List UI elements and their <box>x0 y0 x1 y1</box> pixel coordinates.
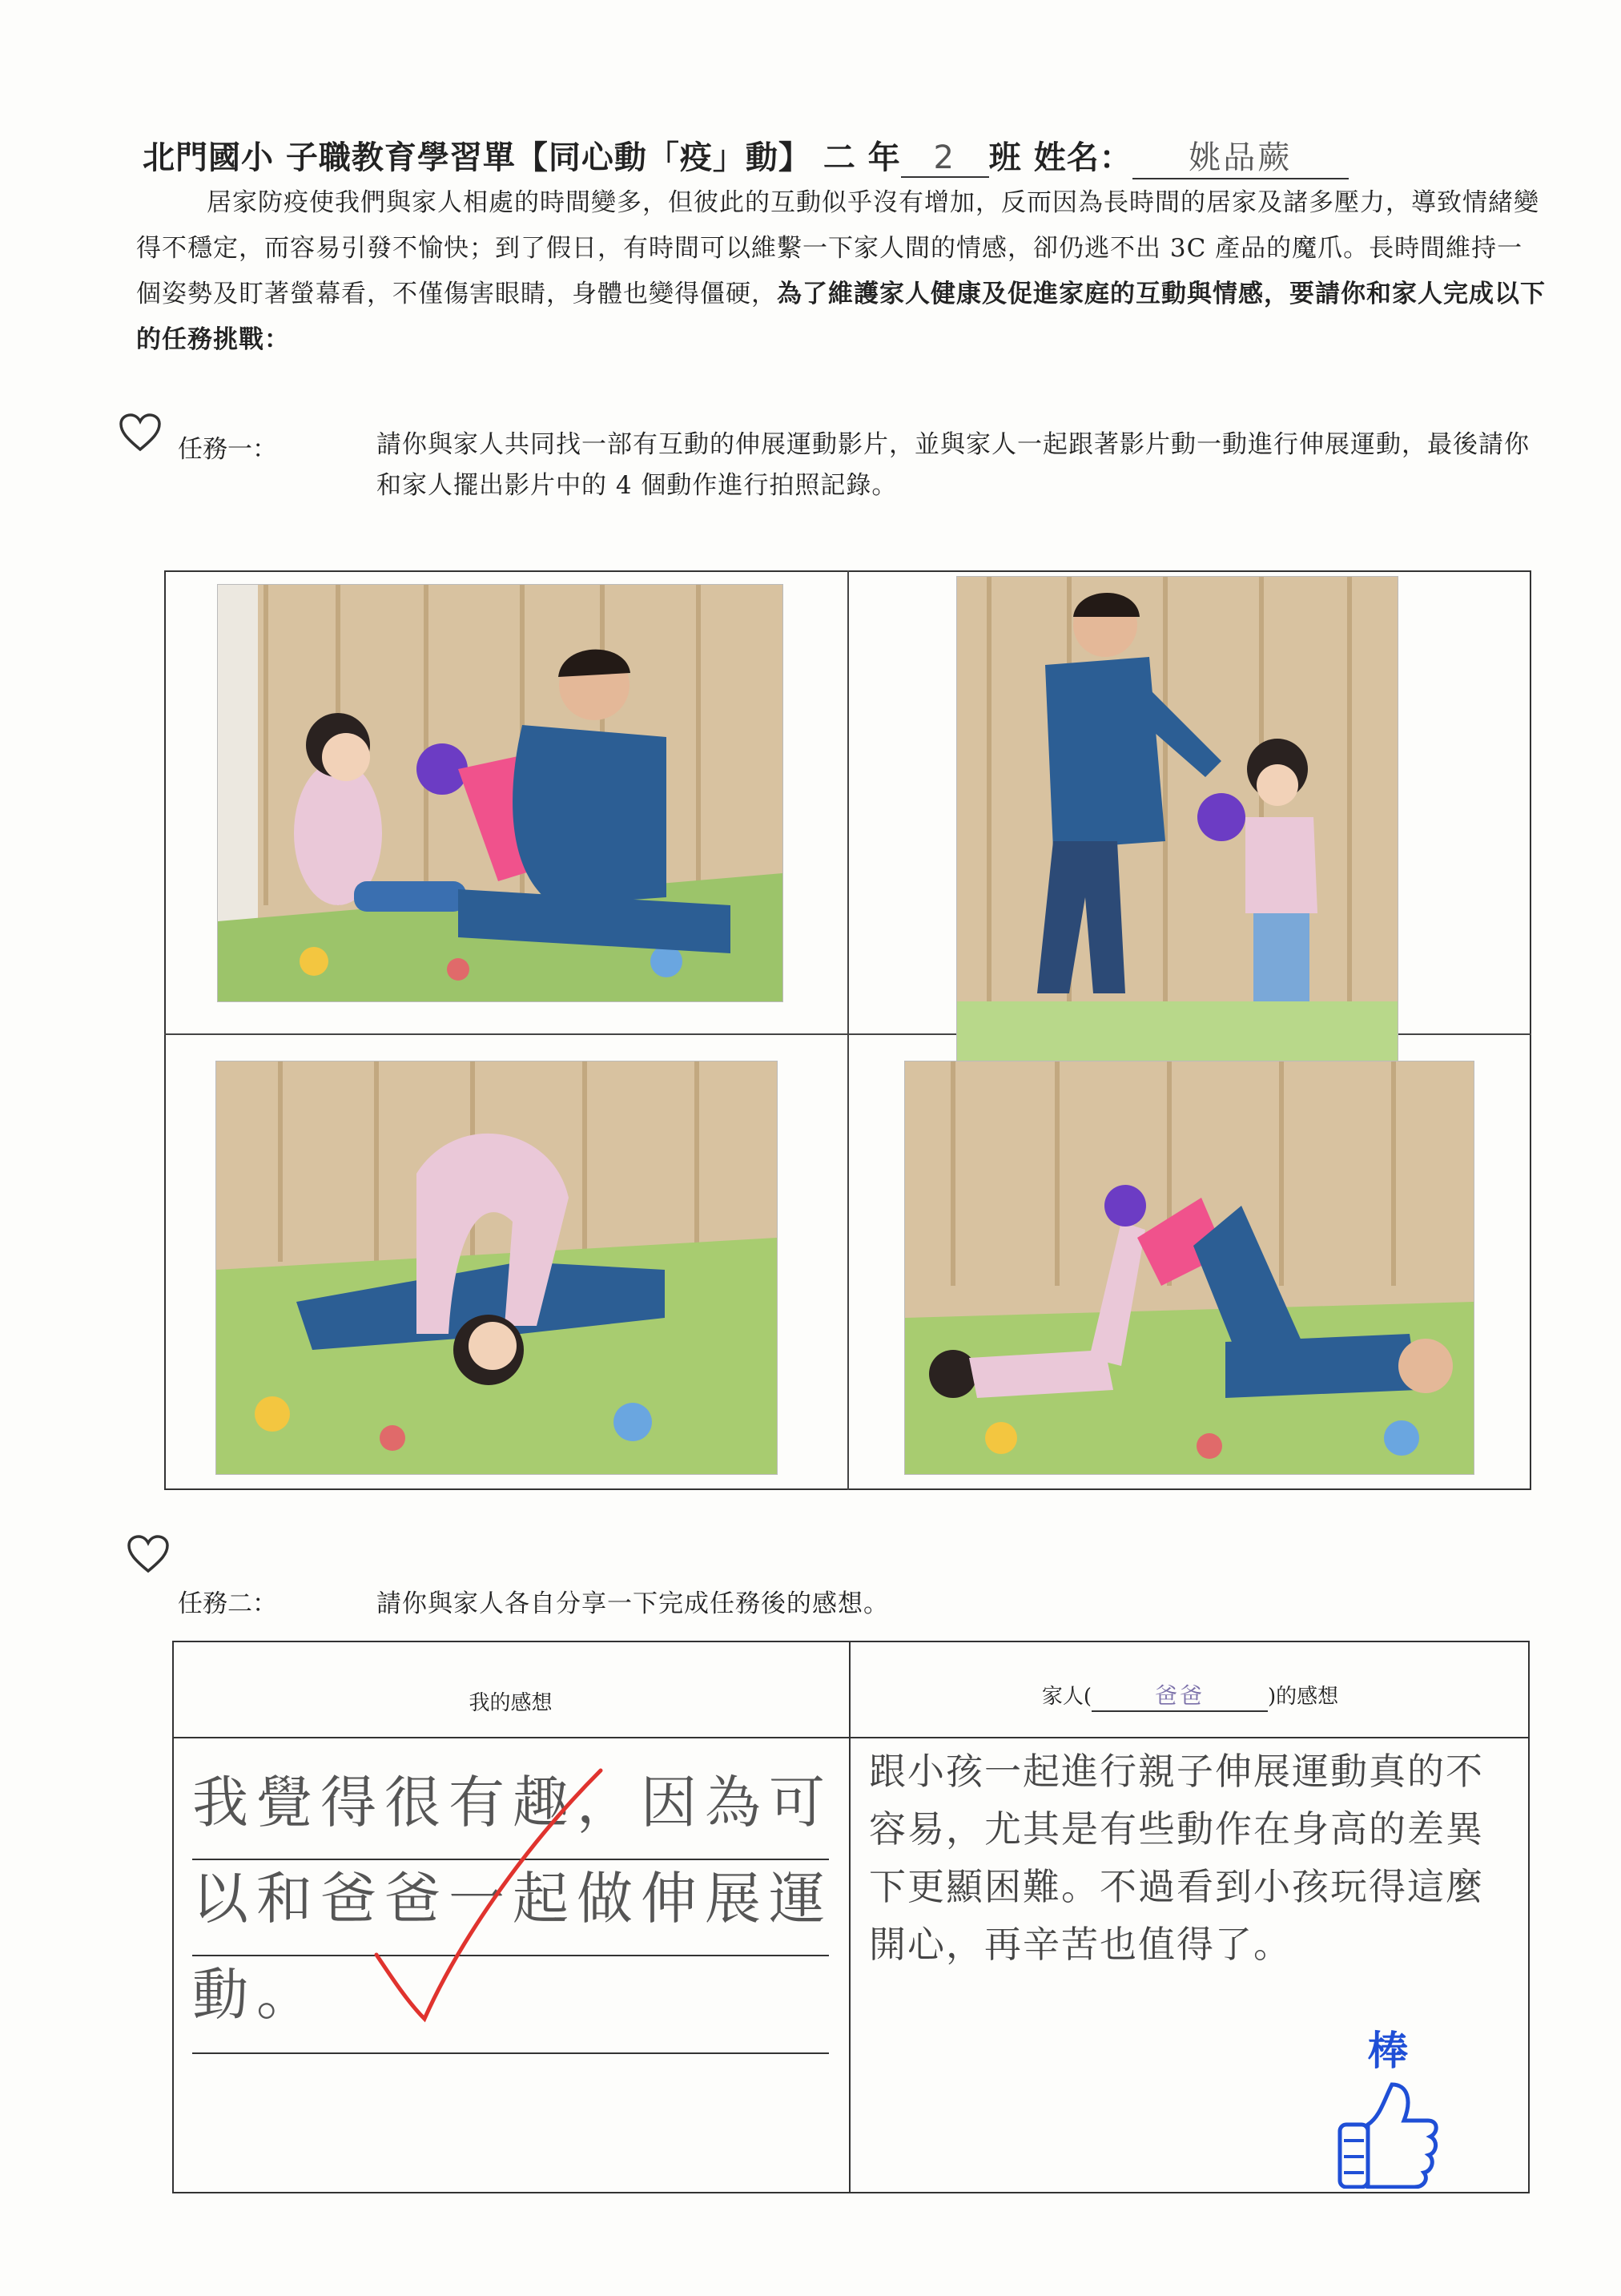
task2-label: 任務二： <box>178 1589 277 1618</box>
family-member-field: 爸爸 <box>1092 1678 1268 1712</box>
task1-label: 任務一： <box>178 435 277 464</box>
task2-instructions: 請你與家人各自分享一下完成任務後的感想。 <box>376 1589 889 1618</box>
task1-instructions: 請你與家人共同找一部有互動的伸展運動影片，並與家人一起跟著影片動一動進行伸展運動，最後請你和家人擺出影片中的 4 個動作進行拍照記錄。 <box>376 430 1530 500</box>
title-prefix: 北門國小 子職教育學習單【同心動「疫」動】 二 年 <box>143 139 901 176</box>
heart-icon <box>127 1534 170 1574</box>
title-class-suffix: 班 姓名： <box>988 139 1132 176</box>
family-header-prefix: 家人( <box>1041 1685 1092 1709</box>
thumbs-up-stamp <box>1336 2019 1440 2179</box>
worksheet-title <box>143 132 1349 179</box>
thumbs-up-icon <box>1336 2076 1440 2189</box>
grid-divider <box>847 570 849 1490</box>
writing-line <box>192 2052 829 2054</box>
family-reflection-text: 跟小孩一起進行親子伸展運動真的不容易，尤其是有些動作在身高的差異下更顯困難。不過看到小孩玩得這麼開心，再辛苦也值得了。 <box>869 1750 1484 1966</box>
stamp-text: 棒 <box>1368 2028 1408 2074</box>
photo-lying-leg-pass <box>905 1061 1474 1474</box>
family-header-suffix: )的感想 <box>1268 1685 1339 1709</box>
name-field: 姚品蕨 <box>1132 132 1349 179</box>
table-divider <box>849 1641 851 2193</box>
intro-bold-text: 為了維護家人健康及促進家庭的互動與情感，要請你和家人完成以下的任務挑戰： <box>136 280 1546 354</box>
class-field: 2 <box>901 139 989 178</box>
table-divider <box>172 1737 1530 1738</box>
photo-bridge-pose <box>216 1061 777 1474</box>
intro-paragraph <box>136 180 1546 363</box>
intro-text: 居家防疫使我們與家人相處的時間變多，但彼此的互動似乎沒有增加，反而因為長時間的居家及諸多壓力，導致情緒變得不穩定，而容易引發不愉快；到了假日，有時間可以維繫一下家人間的情感，卻仍逃不出 3C 產品的魔爪。長時間維持一個姿勢及盯著螢幕看，不僅傷害眼睛，身體也變得僵硬， <box>136 188 1539 308</box>
heart-icon <box>119 413 162 453</box>
my-reflection-header: 我的感想 <box>469 1691 553 1715</box>
photo-standing-ball-pass <box>957 577 1398 1061</box>
my-reflection-text: 我覺得很有趣，因為可以和爸爸一起做伸展運動。 <box>192 1770 833 2028</box>
correction-check-mark <box>360 1762 617 2027</box>
photo-seated-ball-pass <box>218 585 782 1001</box>
family-reflection-header <box>851 1678 1530 1712</box>
